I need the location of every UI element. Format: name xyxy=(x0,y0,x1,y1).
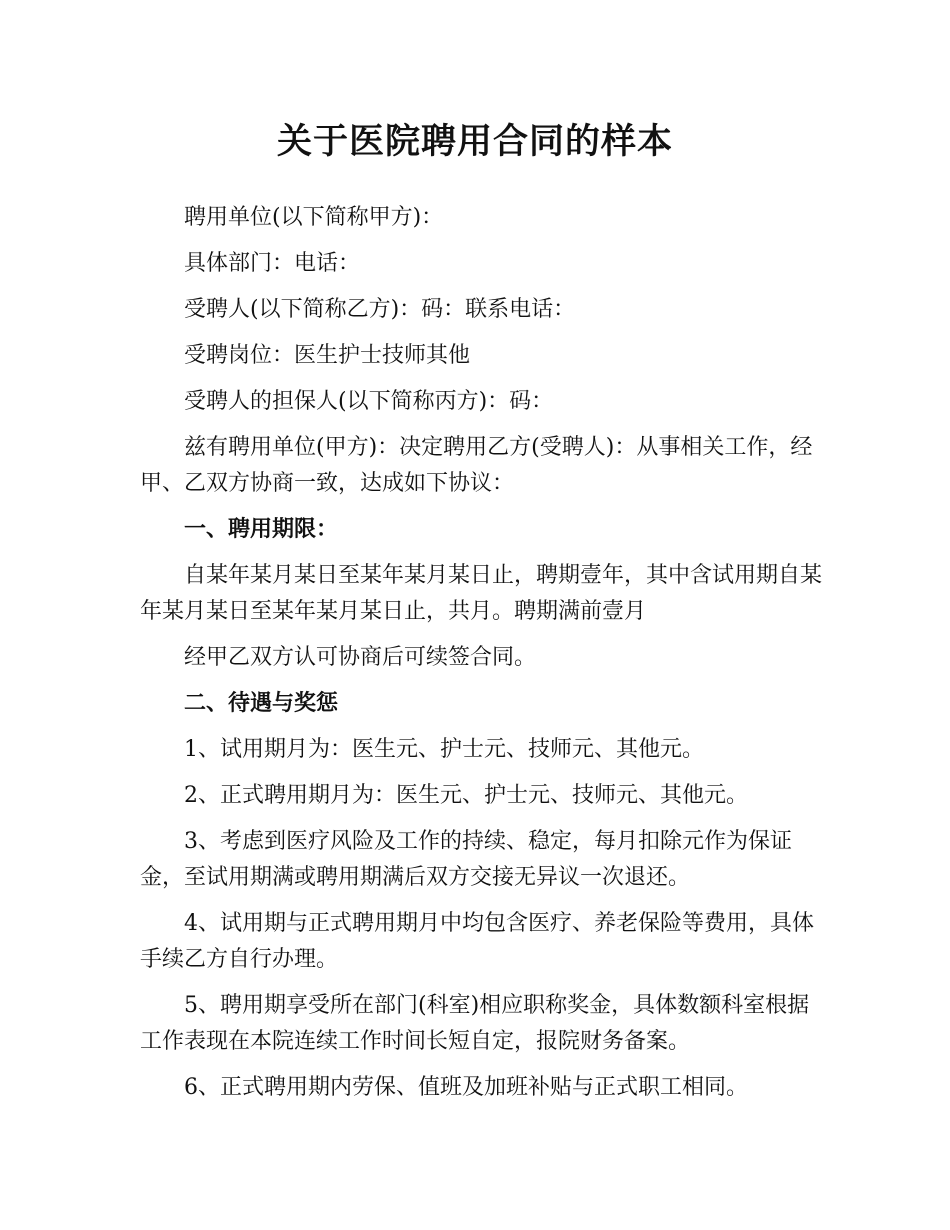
paragraph-item-5: 5、聘用期享受所在部门(科室)相应职称奖金，具体数额科室根据工作表现在本院连续工作时间长短自定，报院财务备案。 xyxy=(140,993,810,1054)
section-heading-compensation: 二、待遇与奖惩 xyxy=(184,691,339,716)
paragraph-item-4: 4、试用期与正式聘用期月中均包含医疗、养老保险等费用，具体手续乙方自行办理。 xyxy=(140,911,814,972)
paragraph-item-2: 2、正式聘用期月为：医生元、护士元、技师元、其他元。 xyxy=(184,783,748,808)
section-heading-term: 一、聘用期限： xyxy=(184,517,339,542)
paragraph-position: 受聘岗位：医生护士技师其他 xyxy=(184,343,471,368)
paragraph-item-6: 6、正式聘用期内劳保、值班及加班补贴与正式职工相同。 xyxy=(184,1075,748,1100)
paragraph-employer: 聘用单位(以下简称甲方)： xyxy=(184,205,444,230)
paragraph-item-1: 1、试用期月为：医生元、护士元、技师元、其他元。 xyxy=(184,737,704,762)
paragraph-employee: 受聘人(以下简称乙方)：码：联系电话： xyxy=(184,297,576,322)
document-body xyxy=(140,200,830,1116)
paragraph-agreement-intro: 兹有聘用单位(甲方)：决定聘用乙方(受聘人)：从事相关工作，经甲、乙双方协商一致，达成如下协议： xyxy=(140,435,813,496)
document-title: 关于医院聘用合同的样本 xyxy=(276,122,673,162)
paragraph-guarantor: 受聘人的担保人(以下简称丙方)：码： xyxy=(184,389,554,414)
paragraph-term-details: 自某年某月某日至某年某月某日止，聘期壹年，其中含试用期自某年某月某日至某年某月某日止，共月。聘期满前壹月 xyxy=(140,563,823,624)
paragraph-department-phone: 具体部门：电话： xyxy=(184,251,361,276)
paragraph-item-3: 3、考虑到医疗风险及工作的持续、稳定，每月扣除元作为保证金，至试用期满或聘用期满后双方交接无异议一次退还。 xyxy=(140,829,792,890)
paragraph-renewal: 经甲乙双方认可协商后可续签合同。 xyxy=(184,645,537,670)
